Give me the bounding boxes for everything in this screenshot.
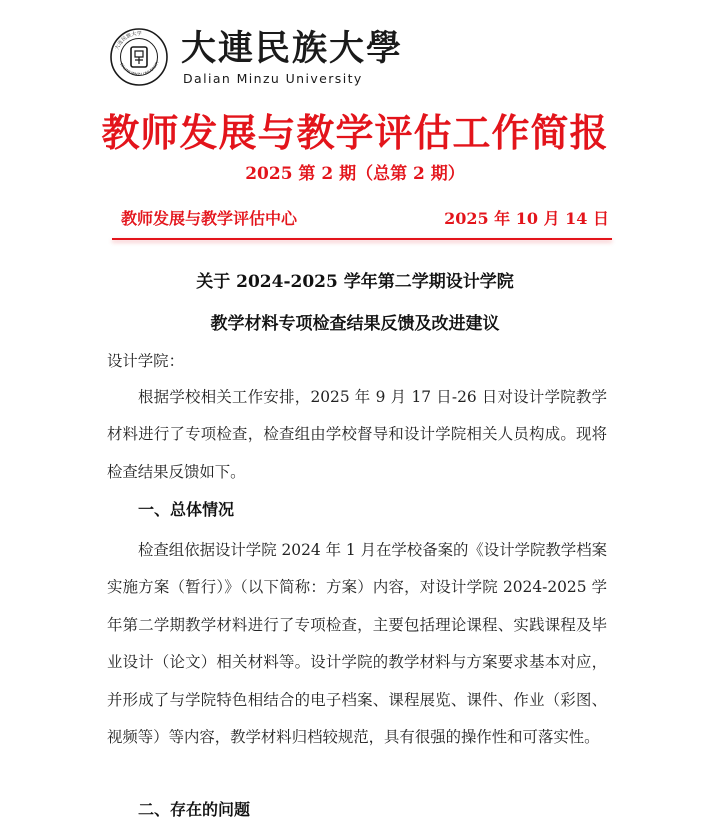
article-title-line2: 教学材料专项检查结果反馈及改进建议 [210, 314, 500, 334]
issuing-organization: 教师发展与教学评估中心 [121, 209, 298, 228]
svg-text:DALIAN MINZU UNIVERSITY: DALIAN MINZU UNIVERSITY [119, 60, 160, 77]
section-heading-2: 二、存在的问题 [138, 800, 251, 819]
salutation: 设计学院： [107, 352, 184, 370]
svg-text:大连民族大学: 大连民族大学 [114, 30, 142, 51]
red-divider [112, 238, 612, 240]
issue-number: 2025 第 2 期（总第 2 期） [245, 164, 465, 184]
university-name-en: Dalian Minzu University [183, 71, 363, 86]
issue-date: 2025 年 10 月 14 日 [444, 209, 609, 228]
university-name-cn: 大連民族大學 [181, 28, 404, 69]
article-title-line1: 关于 2024-2025 学年第二学期设计学院 [196, 272, 514, 292]
university-seal-icon [109, 27, 169, 87]
paragraph-1: 根据学校相关工作安排，2025 年 9 月 17 日-26 日对设计学院教学材料进行了专项检查，检查组由学校督导和设计学院相关人员构成。现将检查结果反馈如下。 [107, 388, 607, 481]
paragraph-2: 检查组依据设计学院 2024 年 1 月在学校备案的《设计学院教学档案实施方案（暂行）》（以下简称：方案）内容，对设计学院 2024-2025 学年第二学期教学材料进行了专项检查，主要包括理论课程、实践课程及毕业设计（论文）相关材料等。设计学院的教学材料与方案要求基本对应，并形成了与学院特色相结合的电子档案、课程展览、课件、作业（彩图、视频等）等内容，教学材料归档较规范，具有很强的操作性和可落实性。 [107, 541, 607, 747]
bulletin-title: 教师发展与教学评估工作简报 [101, 110, 609, 155]
section-heading-1: 一、总体情况 [138, 500, 235, 519]
university-logo [109, 27, 404, 89]
